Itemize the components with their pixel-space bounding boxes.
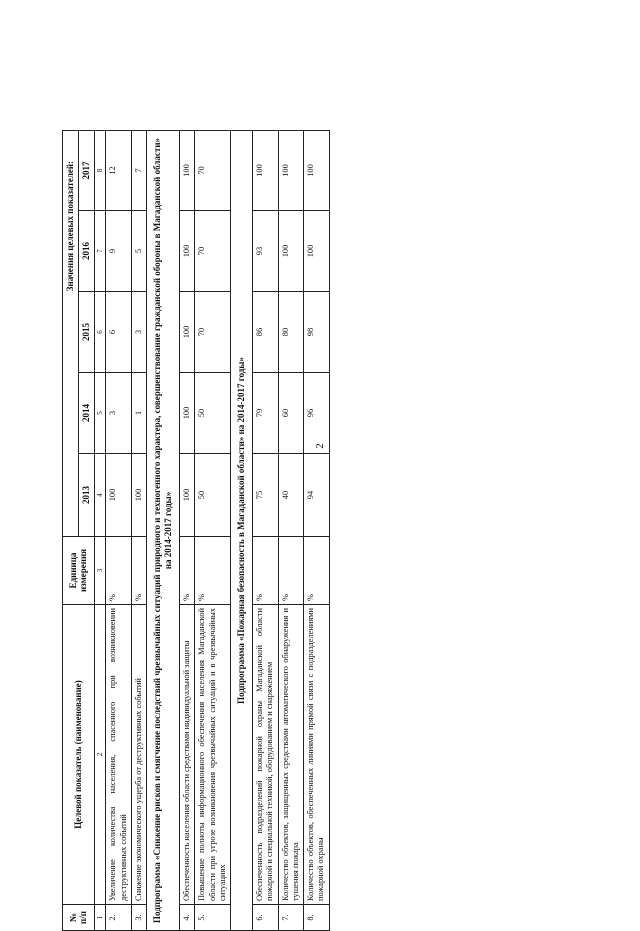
unit-cell: % — [106, 537, 132, 605]
value-cell-2017: 100 — [278, 130, 304, 210]
value-cell-2013: 75 — [253, 454, 279, 537]
value-cell-2014: 50 — [195, 373, 231, 454]
target-indicators-table — [62, 130, 330, 931]
value-cell-2016: 5 — [131, 211, 146, 292]
value-cell-2014: 3 — [106, 373, 132, 454]
value-cell-2015: 70 — [195, 292, 231, 373]
value-cell-2014: 79 — [253, 373, 279, 454]
year-header-2013: 2013 — [78, 454, 94, 537]
subprogram-row — [147, 130, 180, 930]
year-header-2015: 2015 — [78, 292, 94, 373]
value-cell-2017: 7 — [131, 130, 146, 210]
index-cell: 3 — [94, 537, 106, 605]
page-number: 2 — [314, 443, 326, 449]
table-row — [106, 130, 132, 930]
table-row — [195, 130, 231, 930]
index-cell: 5 — [94, 373, 106, 454]
year-header-2016: 2016 — [78, 211, 94, 292]
row-number: 7. — [278, 905, 304, 931]
col-name-header: Целевой показатель (наименование) — [63, 605, 95, 905]
table-row — [278, 130, 304, 930]
value-cell-2013: 100 — [180, 454, 195, 537]
value-cell-2015: 98 — [304, 292, 330, 373]
subprogram-title: Подпрограмма «Пожарная безопасность в Магаданской области» на 2014-2017 годы» — [231, 130, 253, 930]
value-cell-2014: 1 — [131, 373, 146, 454]
value-cell-2017: 70 — [195, 130, 231, 210]
value-cell-2017: 100 — [180, 130, 195, 210]
subprogram-title: Подпрограмма «Снижение рисков и смягчение последствий чрезвычайных ситуаций природного и техногенного характера, совершенствование гражданской обороны в Магаданской области» на 2014-2017 годы» — [147, 130, 180, 930]
value-cell-2015: 80 — [278, 292, 304, 373]
unit-cell: % — [195, 537, 231, 605]
unit-cell: % — [304, 537, 330, 605]
value-cell-2017: 100 — [304, 130, 330, 210]
index-cell: 2 — [94, 605, 106, 905]
unit-cell: % — [131, 537, 146, 605]
document-sheet — [62, 131, 602, 931]
row-number: 5. — [195, 905, 231, 931]
value-cell-2013: 94 — [304, 454, 330, 537]
value-cell-2016: 100 — [180, 211, 195, 292]
value-cell-2014: 100 — [180, 373, 195, 454]
table-body — [106, 130, 329, 930]
unit-cell: % — [278, 537, 304, 605]
header-row — [63, 130, 79, 930]
indicator-name: Повышение полноты информационного обеспечения населения Магаданской области при угрозе возникновения чрезвычайных ситуаций и в чрезвычайных ситуациях — [195, 605, 231, 905]
unit-cell: % — [253, 537, 279, 605]
indicator-name: Увеличение количества населения, спасенного при возникновении деструктивных событий — [106, 605, 132, 905]
value-cell-2015: 3 — [131, 292, 146, 373]
year-header-2014: 2014 — [78, 373, 94, 454]
index-cell: 7 — [94, 211, 106, 292]
value-cell-2013: 100 — [131, 454, 146, 537]
index-cell: 8 — [94, 130, 106, 210]
value-cell-2016: 100 — [304, 211, 330, 292]
value-cell-2016: 9 — [106, 211, 132, 292]
table-row — [304, 130, 330, 930]
value-cell-2014: 60 — [278, 373, 304, 454]
col-values-header: Значения целевых показателей: — [63, 130, 79, 536]
col-unit-header: Единица измерения — [63, 537, 95, 605]
value-cell-2017: 12 — [106, 130, 132, 210]
index-cell: 6 — [94, 292, 106, 373]
value-cell-2015: 6 — [106, 292, 132, 373]
year-header-2017: 2017 — [78, 130, 94, 210]
value-cell-2014: 96 — [304, 373, 330, 454]
value-cell-2013: 40 — [278, 454, 304, 537]
indicator-name: Снижение экономического ущерба от деструктивных событий — [131, 605, 146, 905]
index-row — [94, 130, 106, 930]
row-number: 6. — [253, 905, 279, 931]
value-cell-2013: 100 — [106, 454, 132, 537]
value-cell-2016: 70 — [195, 211, 231, 292]
value-cell-2017: 100 — [253, 130, 279, 210]
index-cell: 4 — [94, 454, 106, 537]
row-number: 4. — [180, 905, 195, 931]
unit-cell: % — [180, 537, 195, 605]
row-number: 2. — [106, 905, 132, 931]
value-cell-2016: 100 — [278, 211, 304, 292]
indicator-name: Количество объектов, защищенных средствами автоматического обнаружения и тушения пожара — [278, 605, 304, 905]
value-cell-2015: 100 — [180, 292, 195, 373]
table-row — [253, 130, 279, 930]
col-num-header: № п/п — [63, 905, 95, 931]
row-number: 3. — [131, 905, 146, 931]
value-cell-2013: 50 — [195, 454, 231, 537]
table-row — [180, 130, 195, 930]
value-cell-2016: 93 — [253, 211, 279, 292]
indicator-name: Обеспеченность подразделений пожарной охраны Магаданской области пожарной и специальной техникой, оборудованием и снаряжением — [253, 605, 279, 905]
value-cell-2015: 86 — [253, 292, 279, 373]
indicator-name: Обеспеченность населения области средствами индивидуальной защиты — [180, 605, 195, 905]
index-cell: 1 — [94, 905, 106, 931]
row-number: 8. — [304, 905, 330, 931]
subprogram-row — [231, 130, 253, 930]
table-row — [131, 130, 146, 930]
indicator-name: Количество объектов, обеспеченных линиями прямой связи с подразделениями пожарной охраны — [304, 605, 330, 905]
